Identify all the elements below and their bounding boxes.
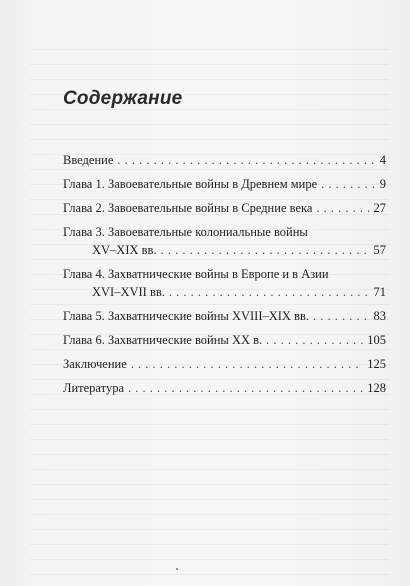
toc-entry-label: Глава 5. Захватнические войны XVIII–XIX вв.	[63, 309, 310, 323]
toc-entry-label: Литература	[63, 381, 124, 395]
toc-entry-page: 125	[367, 357, 386, 371]
toc-entry-label-line2: XV–XIX вв.	[92, 243, 157, 257]
toc-entry-conclusion	[63, 355, 386, 373]
toc-entry-page: 83	[373, 309, 386, 323]
dot-leader	[128, 379, 363, 397]
toc-entry-page: 4	[379, 153, 386, 167]
toc-entry-chapter-2	[63, 199, 386, 217]
toc-entry-label-line1: Глава 3. Завоевательные колониальные войны	[63, 225, 308, 239]
toc-entry-label: Заключение	[63, 357, 127, 371]
dot-leader	[266, 331, 363, 349]
dot-leader	[316, 199, 369, 217]
print-speck	[176, 568, 178, 570]
dot-leader	[321, 175, 376, 193]
toc-entry-chapter-5	[63, 307, 386, 325]
dot-leader	[131, 355, 364, 373]
toc-entry-label-line2: XVI–XVII вв.	[92, 285, 165, 299]
toc-entry-label-line1: Глава 4. Захватнические войны в Европе и в Азии	[63, 267, 329, 281]
toc-entry-label: Глава 2. Завоевательные войны в Средние века	[63, 201, 313, 215]
toc-entry-chapter-4	[63, 265, 386, 301]
toc-entry-literature	[63, 379, 386, 397]
toc-entry-introduction	[63, 151, 386, 169]
page-title: Содержание	[63, 88, 183, 109]
toc-entry-page: 71	[373, 285, 386, 299]
toc-entry-chapter-6	[63, 331, 386, 349]
toc-entry-page: 57	[373, 243, 386, 257]
table-of-contents	[63, 151, 386, 403]
toc-entry-page: 105	[367, 333, 386, 347]
toc-entry-page: 27	[373, 201, 386, 215]
dot-leader	[161, 241, 370, 259]
toc-entry-label: Введение	[63, 153, 114, 167]
dot-leader	[117, 151, 375, 169]
dot-leader	[313, 307, 369, 325]
toc-entry-label: Глава 1. Завоевательные войны в Древнем мире	[63, 177, 318, 191]
toc-entry-label: Глава 6. Захватнические войны XX в.	[63, 333, 263, 347]
toc-entry-chapter-3	[63, 223, 386, 259]
dot-leader	[169, 283, 370, 301]
toc-entry-page: 128	[367, 381, 386, 395]
toc-entry-chapter-1	[63, 175, 386, 193]
toc-entry-page: 9	[379, 177, 386, 191]
